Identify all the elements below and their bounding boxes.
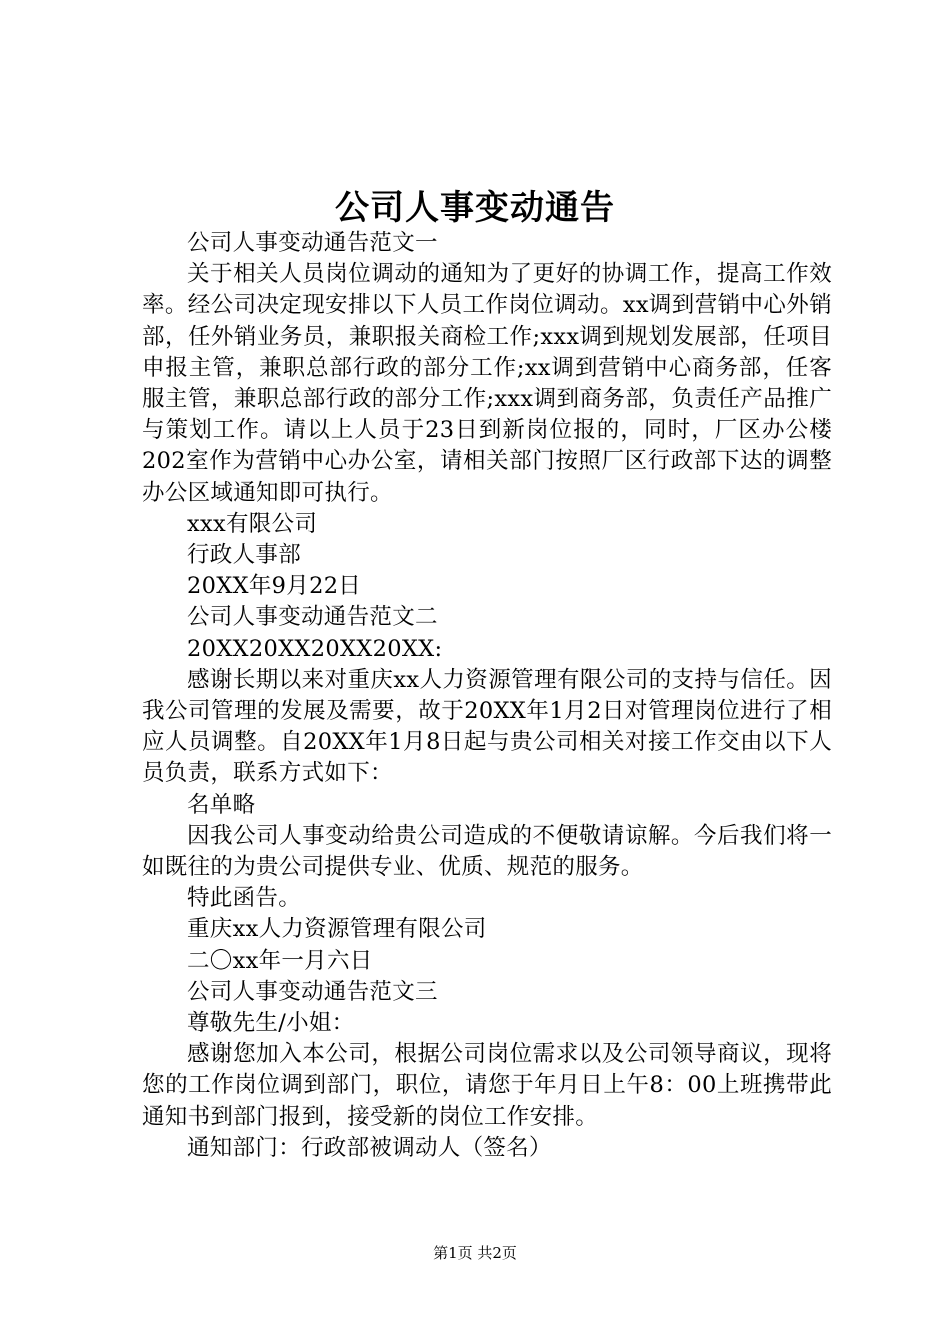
paragraph: 因我公司人事变动给贵公司造成的不便敬请谅解。今后我们将一如既往的为贵公司提供专业、优质、规范的服务。 (142, 822, 832, 881)
page-footer: 第1页 共2页 (433, 1244, 517, 1262)
paragraph: 通知部门：行政部被调动人（签名） (187, 1134, 552, 1161)
document-body (142, 228, 832, 1164)
paragraph: xxx有限公司 (187, 510, 318, 537)
paragraph: 二〇xx年一月六日 (187, 947, 373, 974)
paragraph: 重庆xx人力资源管理有限公司 (187, 916, 487, 943)
paragraph: 关于相关人员岗位调动的通知为了更好的协调工作，提高工作效率。经公司决定现安排以下人员工作岗位调动。xx调到营销中心外销部，任外销业务员，兼职报关商检工作;xxx调到规划发展部，任项目申报主管，兼职总部行政的部分工作;xx调到营销中心商务部，任客服主管，兼职总部行政的部分工作;xxx调到商务部，负责任产品推广与策划工作。请以上人员于23日到新岗位报的，同时，厂区办公楼202室作为营销中心办公室，请相关部门按照厂区行政部下达的调整办公区域通知即可执行。 (142, 261, 832, 506)
paragraph: 行政人事部 (187, 542, 302, 569)
paragraph: 公司人事变动通告范文三 (187, 978, 438, 1005)
paragraph: 公司人事变动通告范文二 (187, 604, 438, 631)
paragraph: 感谢长期以来对重庆xx人力资源管理有限公司的支持与信任。因我公司管理的发展及需要，故于20XX年1月2日对管理岗位进行了相应人员调整。自20XX年1月8日起与贵公司相关对接工作交由以下人员负责，联系方式如下： (142, 666, 832, 787)
paragraph: 20XX年9月22日 (187, 573, 362, 600)
paragraph: 感谢您加入本公司，根据公司岗位需求以及公司领导商议，现将您的工作岗位调到部门，职位，请您于年月日上午8：00上班携带此通知书到部门报到，接受新的岗位工作安排。 (142, 1041, 832, 1130)
paragraph: 20XX20XX20XX20XX: (187, 635, 443, 662)
document-title: 公司人事变动通告 (335, 188, 615, 228)
paragraph: 名单略 (187, 791, 256, 818)
paragraph: 公司人事变动通告范文一 (187, 230, 438, 256)
paragraph: 尊敬先生/小姐： (187, 1010, 355, 1037)
paragraph: 特此函告。 (187, 885, 302, 912)
